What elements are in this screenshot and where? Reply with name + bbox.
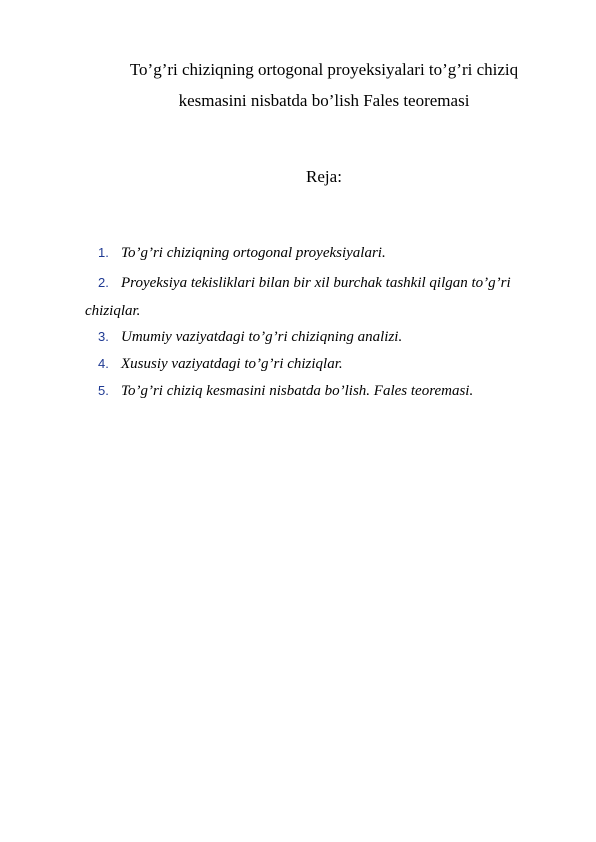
document-title-line-1: To’g’ri chiziqning ortogonal proyeksiyalari to’g’ri chiziq: [129, 60, 519, 79]
document-title-line-2: kesmasini nisbatda bo’lish Fales teoremasi: [178, 91, 470, 110]
list-item-number: 3.: [98, 329, 109, 344]
list-item-number: 5.: [98, 383, 109, 398]
list-item-text: To’g’ri chiziqning ortogonal proyeksiyalari.: [121, 245, 386, 261]
list-item-number: 4.: [98, 356, 109, 371]
list-item-text: Proyeksiya tekisliklari bilan bir xil burchak tashkil qilgan to’g’ri: [121, 275, 511, 291]
list-item-text-continuation: chiziqlar.: [85, 303, 141, 319]
list-item-text: To’g’ri chiziq kesmasini nisbatda bo’lish. Fales teoremasi.: [121, 383, 474, 399]
plan-heading: Reja:: [306, 167, 342, 186]
list-item-text: Umumiy vaziyatdagi to’g’ri chiziqning analizi.: [121, 329, 403, 345]
list-item-number: 2.: [98, 275, 109, 290]
list-item-text: Xususiy vaziyatdagi to’g’ri chiziqlar.: [121, 356, 343, 372]
list-item-number: 1.: [98, 245, 109, 260]
